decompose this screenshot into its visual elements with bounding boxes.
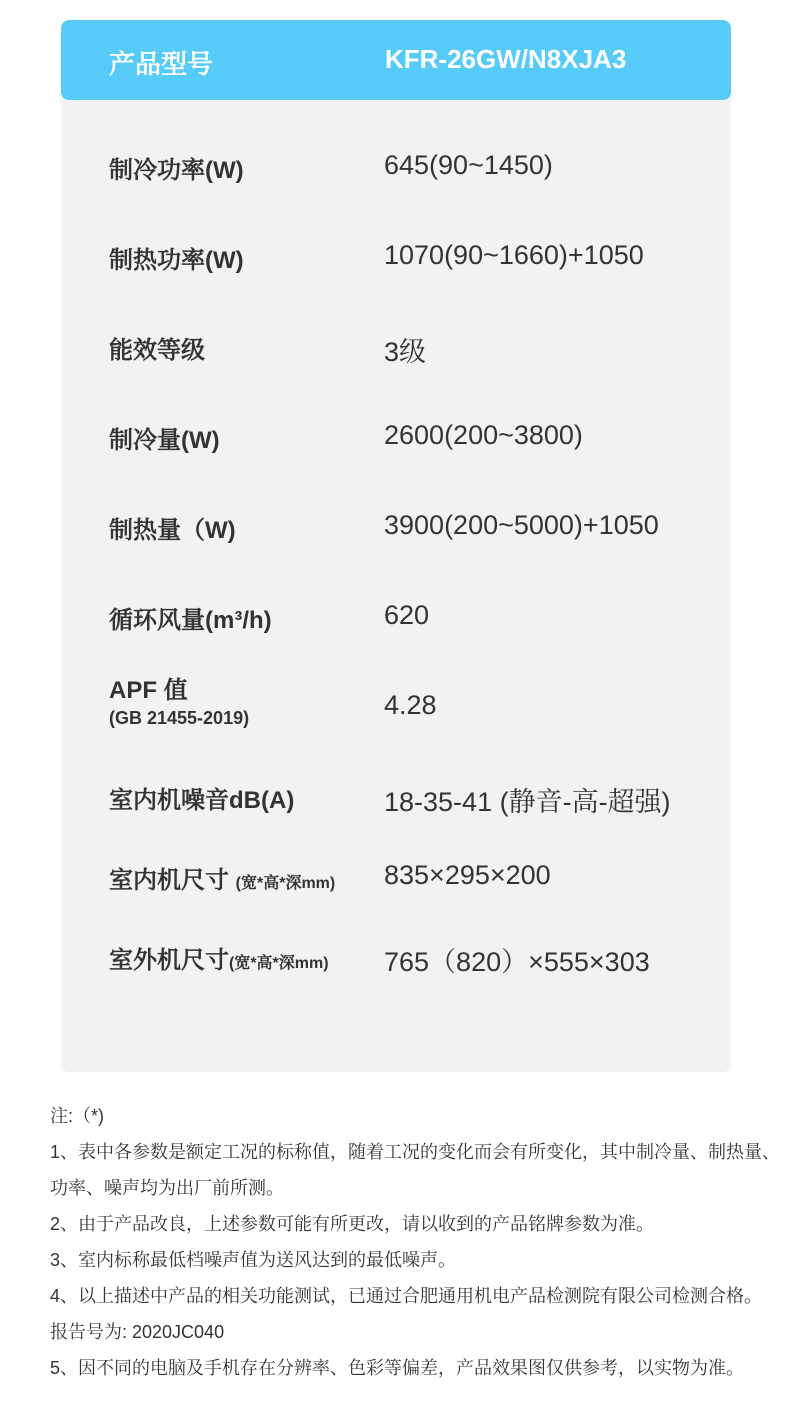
spec-key: 室内机噪音dB(A) [109,787,295,814]
spec-value: 1070(90~1660)+1050 [384,240,644,270]
spec-key: 制热功率(W) [109,247,244,274]
spec-value: 3900(200~5000)+1050 [384,510,659,540]
spec-value: 645(90~1450) [384,150,553,180]
spec-value: 835×295×200 [384,860,551,890]
note-line: 报告号为: 2020JC040 [50,1322,225,1342]
spec-key: APF 值 [109,677,188,704]
spec-key [109,860,335,895]
spec-table-header [61,20,731,100]
spec-key: 循环风量(m³/h) [109,607,272,634]
spec-key-unit: (宽*高*深mm) [235,875,336,892]
spec-value: 18-35-41 (静音-高-超强) [384,787,671,817]
note-line: 1、表中各参数是额定工况的标称值，随着工况的变化而会有所变化，其中制冷量、制热量、 [50,1142,781,1162]
note-line: 2、由于产品改良，上述参数可能有所更改，请以收到的产品铭牌参数为准。 [50,1214,655,1234]
spec-key: 制冷量(W) [109,427,220,454]
spec-key [109,940,329,975]
spec-table [61,20,731,1072]
note-line: 4、以上描述中产品的相关功能测试，已通过合肥通用机电产品检测院有限公司检测合格。 [50,1286,763,1306]
spec-key-main: 室外机尺寸 [109,947,229,974]
spec-value: 4.28 [384,690,437,720]
header-value: KFR-26GW/N8XJA3 [385,44,627,74]
spec-key-main: 室内机尺寸 [109,867,229,894]
spec-key: 能效等级 [109,337,205,364]
spec-key-unit: (宽*高*深mm) [229,955,329,972]
spec-value: 2600(200~3800) [384,420,583,450]
spec-key: 制冷功率(W) [109,157,244,184]
note-line: 3、室内标称最低档噪声值为送风达到的最低噪声。 [50,1250,457,1270]
footnotes [50,1098,781,1386]
spec-value: 620 [384,600,430,630]
spec-key: 制热量（W) [109,517,236,544]
note-line: 5、因不同的电脑及手机存在分辨率、色彩等偏差，产品效果图仅供参考，以实物为准。 [50,1358,745,1378]
note-line: 注:（*) [50,1106,104,1126]
note-line: 功率、噪声均为出厂前所测。 [50,1178,284,1198]
spec-key-standard: (GB 21455-2019) [109,708,250,728]
header-key: 产品型号 [109,49,214,79]
spec-value: 3级 [384,337,427,367]
spec-value: 765（820）×555×303 [384,947,650,977]
